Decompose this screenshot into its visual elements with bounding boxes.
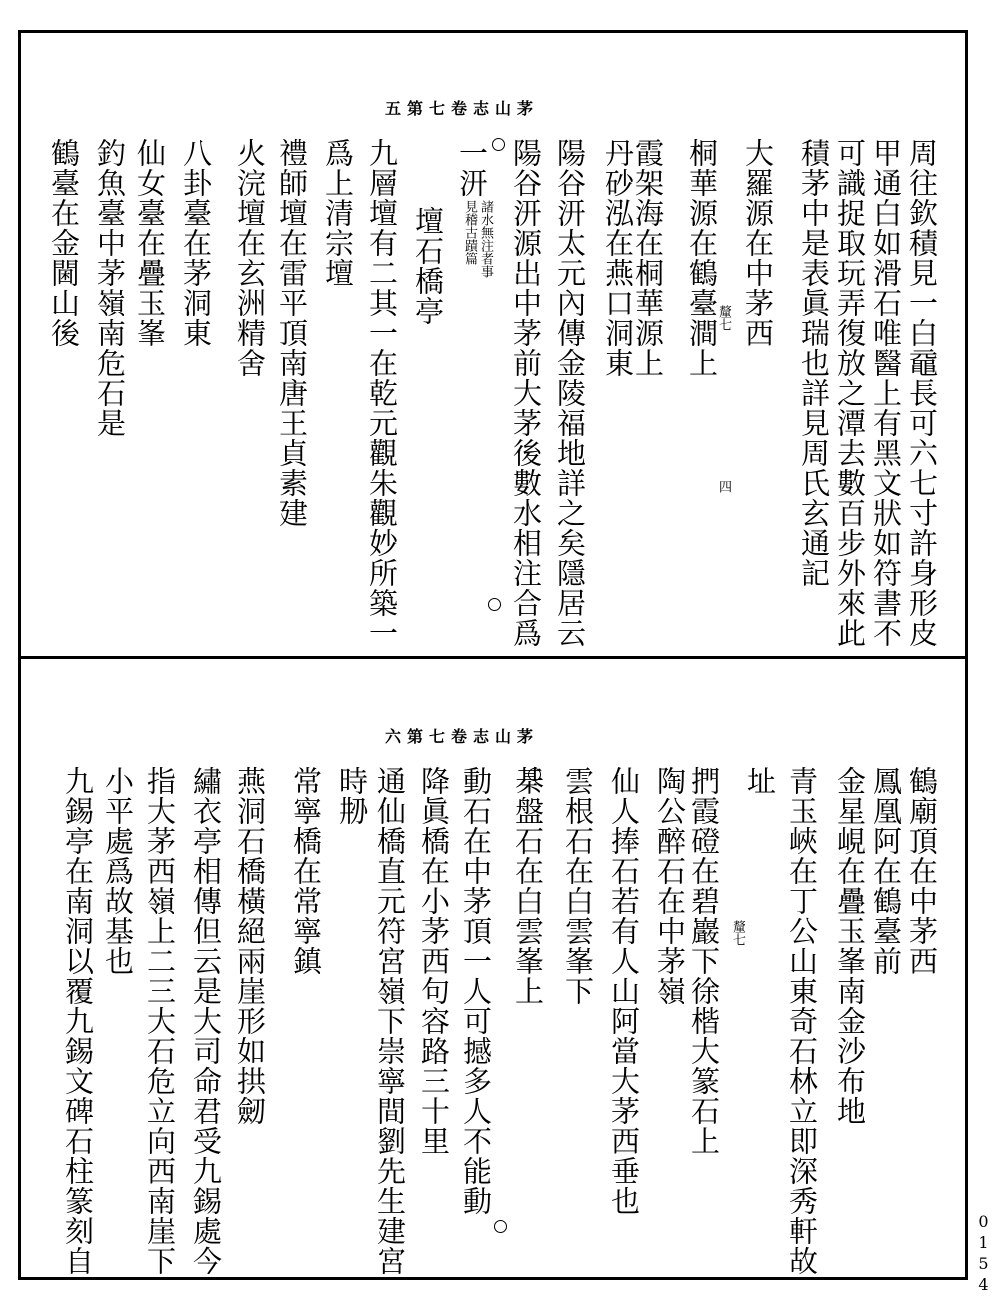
bottom-column-3: 金星峴在疊玉峯南金沙布地 [833,766,867,1126]
bottom-column-19: 小平處爲故基也 [101,766,135,976]
bottom-column-10: 棊盤石在白雲峯上 [511,766,545,1006]
page-number: 0154 [974,1212,993,1296]
bottom-column-15: 常寧橋在常寧鎮 [289,766,323,976]
top-note-c1: 諸水無注者事 [478,200,493,278]
bottom-column-4: 青玉峽在丁公山東奇石林立即深秀軒故 [785,766,819,1276]
bottom-column-8: 仙人捧石若有人山阿當大茅西垂也 [607,766,641,1216]
top-note-a: 釐七 [716,305,731,331]
bottom-column-1: 鶴廟頂在中茅西 [905,766,939,976]
bottom-column-11: 動石在中茅頂一人可撼多人不能動 [459,766,493,1216]
bottom-column-20: 九錫亭在南洞以覆九錫文碑石柱篆刻自 [61,766,95,1276]
top-column-5: 大羅源在中茅西 [741,138,775,348]
top-column-2: 甲通白如滑石唯醫上有黑文狀如符書不 [869,138,903,648]
top-column-4: 積茅中是表眞瑞也詳見周氏玄通記 [797,138,831,588]
top-column-16: 火浣壇在玄洲精舍 [233,138,267,378]
bottom-column-9: 雲根石在白雲峯下 [561,766,595,1006]
bottom-column-18: 指大茅西嶺上二三大石危立向西南崖下 [143,766,177,1276]
top-column-20: 鶴臺在金閫山後 [47,138,81,348]
bottom-note-a: 釐七 [730,920,745,946]
bottom-column-12: 降眞橋在小茅西句容路三十里 [417,766,451,1156]
circle-marker [492,138,505,151]
top-note-b: 四 [716,480,731,493]
bottom-column-5: 址 [743,766,777,796]
top-column-7: 霞架海在桐華源上 [631,138,665,378]
top-note-c2: 見稽古蹟篇 [462,200,477,265]
top-column-15: 禮師壇在雷平頂南唐王貞素建 [275,138,309,528]
bottom-column-7: 陶公醉石在中茅嶺 [653,766,687,1006]
top-column-3: 可識捉取玩弄復放之潭去數百步外來此 [833,138,867,648]
circle-marker [488,598,501,611]
top-column-6: 桐華源在鶴臺澗上 [685,138,719,378]
margin-rule [966,1190,968,1280]
running-head-bottom: 茅山志卷七第六 [385,727,540,746]
bottom-column-6: 捫霞磴在碧巖下徐楷大篆石上 [687,766,721,1156]
top-column-12: 壇石橋亭 [411,206,445,326]
bottom-column-17: 繡衣亭相傳但云是大司命君受九錫處今 [189,766,223,1276]
top-column-8: 丹砂泓在燕口洞東 [601,138,635,378]
top-column-9: 陽谷汧太元內傳金陵福地詳之矣隱居云 [553,138,587,648]
circle-marker [528,768,541,781]
circle-marker [494,1220,507,1233]
bottom-column-13: 通仙橋直元符宮嶺下崇寧間劉先生建宮 [373,766,407,1276]
running-head-top: 茅山志卷七第五 [385,99,540,118]
half-divider [18,656,968,659]
top-column-14: 爲上清宗壇 [321,138,355,288]
top-column-10: 陽谷汧源出中茅前大茅後數水相注合爲 [509,138,543,648]
bottom-column-2: 鳳凰阿在鶴臺前 [869,766,903,976]
top-column-17: 八卦臺在茅洞東 [179,138,213,348]
bottom-column-16: 燕洞石橋橫絕兩崖形如拱劒 [233,766,267,1126]
top-column-18: 仙女臺在疊玉峯 [133,138,167,348]
top-column-1: 周往欽積見一白黿長可六七寸許身形皮 [905,138,939,648]
top-column-13: 九層壇有二其一在乾元觀朱觀妙所築一 [365,138,399,648]
top-column-19: 釣魚臺中茅嶺南危石是 [93,138,127,438]
bottom-column-14: 時刱 [335,766,369,826]
top-column-11: 一汧 [455,138,489,198]
